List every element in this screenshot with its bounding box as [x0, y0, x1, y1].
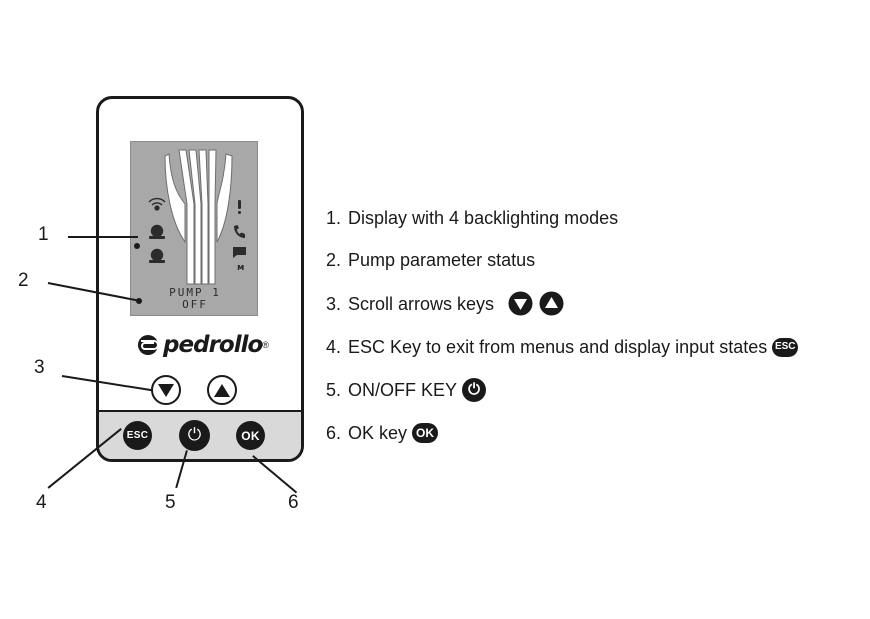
scroll-up-key[interactable] — [207, 375, 237, 405]
legend-text-2: Pump parameter status — [348, 250, 536, 270]
pedrollo-mark-icon — [137, 334, 159, 356]
callout-number-2: 2 — [18, 270, 29, 291]
legend-index-4: 4. — [326, 337, 342, 357]
legend-item-3 — [326, 291, 866, 316]
esc-key-label: ESC — [126, 430, 149, 441]
leader-line-1 — [68, 236, 138, 238]
callout-number-4: 4 — [36, 492, 47, 513]
lcd-status-text — [131, 287, 258, 311]
legend-text-5: ON/OFF KEY — [348, 380, 458, 400]
power-badge-icon: ⏻ — [462, 378, 486, 402]
ok-key-label: OK — [241, 428, 260, 443]
legend-text-6: OK key — [348, 423, 408, 443]
arrow-up-badge-icon — [539, 291, 564, 316]
scroll-down-key[interactable] — [151, 375, 181, 405]
legend-text-1: Display with 4 backlighting modes — [348, 208, 619, 228]
legend-item-4 — [326, 336, 866, 358]
esc-badge-icon: ESC — [772, 338, 798, 357]
brand-logo — [118, 330, 288, 360]
legend-item-2 — [326, 249, 866, 271]
arrow-up-icon — [214, 384, 230, 397]
esc-key[interactable] — [123, 421, 152, 450]
ok-badge-icon: OK — [412, 423, 438, 443]
legend-text-4: ESC Key to exit from menus and display input states — [348, 337, 768, 357]
onoff-key[interactable] — [179, 420, 210, 451]
arrow-down-icon — [158, 384, 174, 397]
legend-index-2: 2. — [326, 250, 342, 270]
brand-registered-mark: ® — [262, 340, 269, 350]
leader-dot-2 — [136, 298, 142, 304]
ok-key[interactable] — [236, 421, 265, 450]
legend-icons-3 — [502, 291, 564, 316]
legend-item-6 — [326, 422, 866, 444]
lcd-display[interactable] — [130, 141, 258, 316]
svg-text:м: м — [237, 263, 245, 273]
callout-number-1: 1 — [38, 224, 49, 245]
legend-item-1 — [326, 207, 866, 229]
power-icon: ⏻ — [187, 425, 202, 445]
lcd-status-line-2: OFF — [182, 298, 208, 311]
legend-text-3: Scroll arrows keys — [348, 293, 495, 314]
legend-list — [326, 207, 866, 464]
callout-number-6: 6 — [288, 492, 299, 513]
callout-number-5: 5 — [165, 492, 176, 513]
arrow-down-badge-icon — [508, 291, 533, 316]
leader-dot-1 — [134, 243, 140, 249]
lcd-status-line-1: PUMP 1 — [169, 286, 221, 299]
legend-index-6: 6. — [326, 423, 342, 443]
legend-index-5: 5. — [326, 380, 342, 400]
legend-index-3: 3. — [326, 293, 342, 314]
legend-item-5 — [326, 378, 866, 402]
keypad-divider — [99, 410, 301, 412]
legend-index-1: 1. — [326, 208, 342, 228]
lcd-pipe-graphic — [131, 142, 258, 292]
callout-number-3: 3 — [34, 357, 45, 378]
brand-name: pedrollo — [163, 332, 263, 358]
